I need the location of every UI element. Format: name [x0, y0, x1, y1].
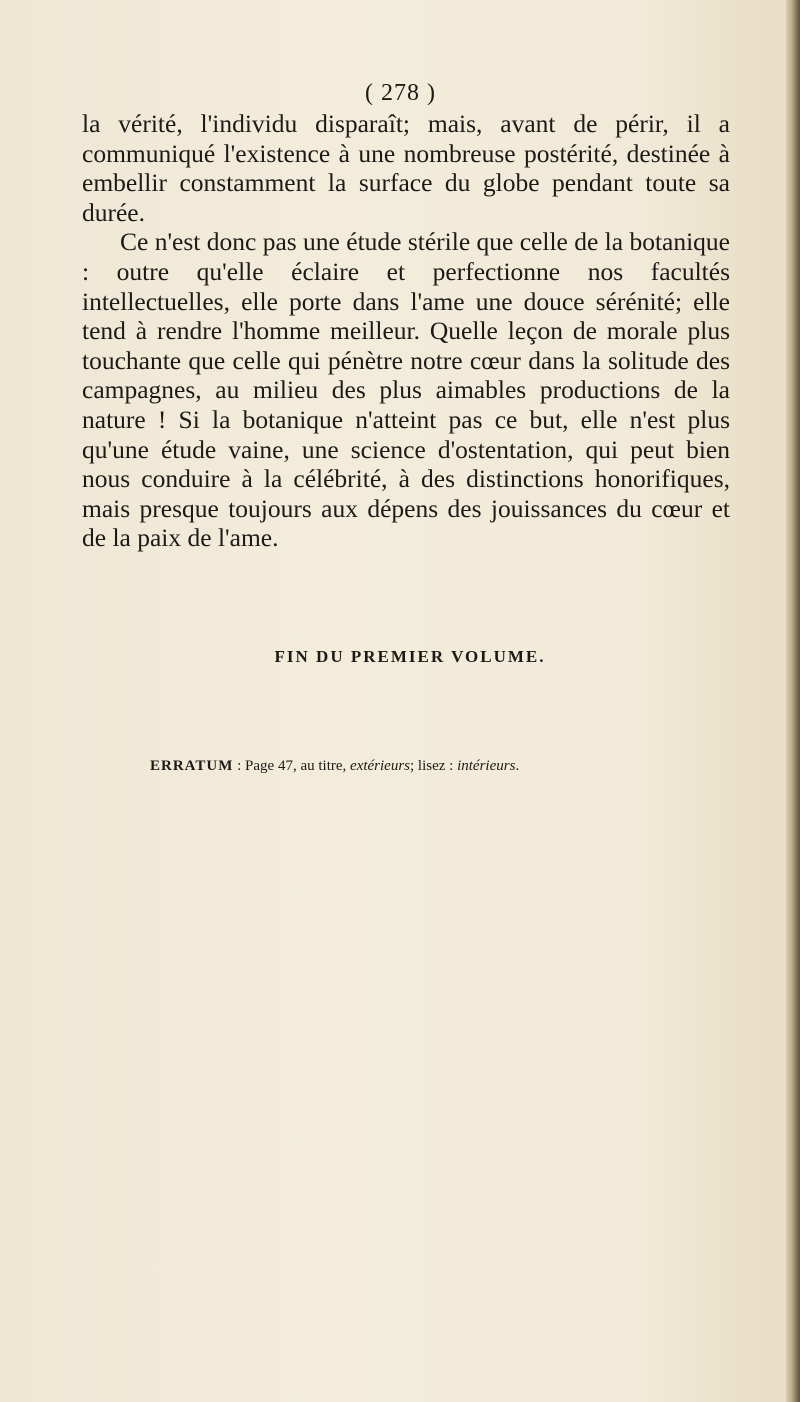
erratum-note: [150, 758, 710, 775]
body-text: [82, 109, 730, 553]
end-of-volume-colophon: FIN DU PREMIER VOLUME.: [274, 647, 546, 666]
page-edge: [786, 0, 800, 1402]
paragraph-continuation: la vérité, l'individu disparaît; mais, avant de périr, il a communiqué l'existence à une nombreuse postérité, destinée à embellir constamment la surface du globe pendant toute sa durée.: [82, 109, 730, 227]
erratum-wrong-word: extérieurs: [350, 758, 411, 774]
page-number: ( 278 ): [365, 80, 436, 106]
erratum-label: ERRATUM: [150, 758, 234, 774]
erratum-text-middle: ; lisez :: [410, 758, 458, 774]
erratum-text-after: .: [515, 758, 520, 774]
paragraph-botany: Ce n'est donc pas une étude stérile que celle de la botanique : outre qu'elle éclaire et perfectionne nos facultés intellectuelles, elle porte dans l'ame une douce sérénité; elle tend à rendre l'homme meilleur. Quelle leçon de morale plus touchante que celle qui pénètre notre cœur dans la solitude des campagnes, au milieu des plus aimables productions de la nature ! Si la botanique n'atteint pas ce but, elle n'est plus qu'une étude vaine, une science d'ostentation, qui peut bien nous conduire à la célébrité, à des distinctions honorifiques, mais presque toujours aux dépens des jouissances du cœur et de la paix de l'ame.: [82, 227, 730, 553]
erratum-correct-word: intérieurs: [457, 758, 516, 774]
erratum-text-before: : Page 47, au titre,: [233, 758, 351, 774]
